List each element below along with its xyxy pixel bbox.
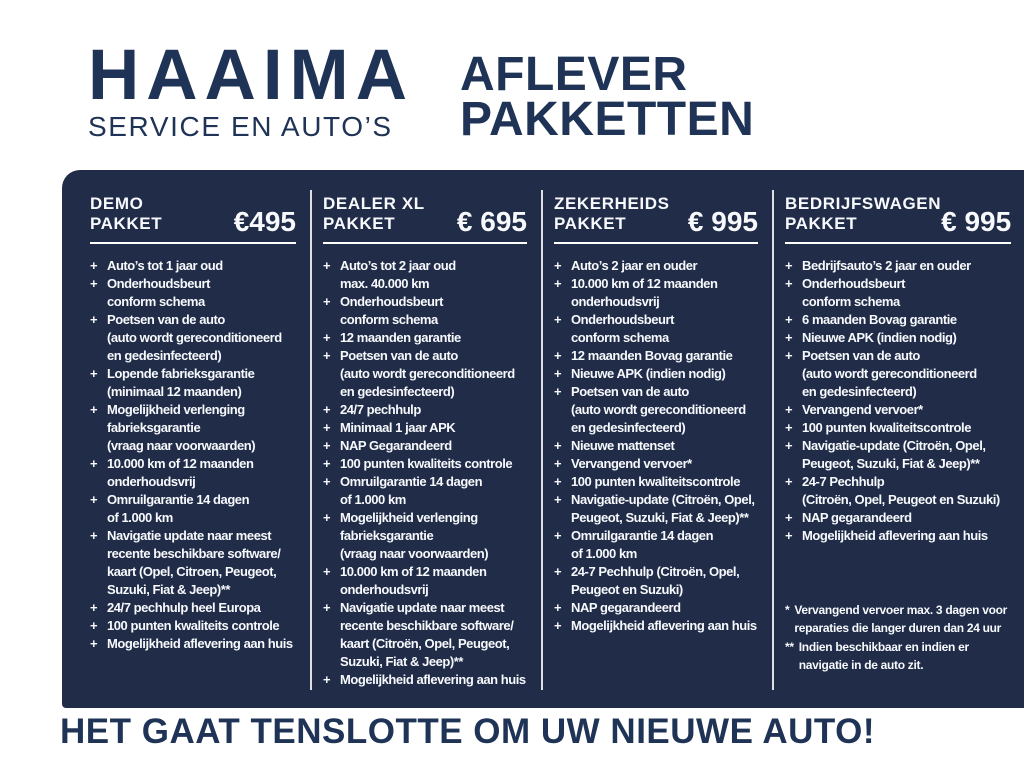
feature-text: Onderhoudsbeurt conform schema — [571, 312, 675, 345]
feature-text: Onderhoudsbeurt conform schema — [340, 294, 444, 327]
feature-list — [323, 257, 527, 689]
plus-icon: + — [323, 438, 331, 453]
feature-text: 12 maanden Bovag garantie — [571, 348, 733, 363]
feature-text: Nieuwe mattenset — [571, 438, 675, 453]
plus-icon: + — [785, 276, 793, 291]
feature-text: 24/7 pechhulp — [340, 402, 421, 417]
feature-list — [785, 257, 1011, 545]
plus-icon: + — [785, 330, 793, 345]
package-feature-item — [323, 473, 527, 509]
feature-text: NAP Gegarandeerd — [340, 438, 452, 453]
plus-icon: + — [554, 366, 562, 381]
footnote-text: Vervangend vervoer max. 3 dagen voor reparaties die langer duren dan 24 uur — [794, 603, 1008, 635]
plus-icon: + — [323, 294, 331, 309]
plus-icon: + — [323, 474, 331, 489]
plus-icon: + — [323, 348, 331, 363]
plus-icon: + — [785, 474, 793, 489]
footnote-text: Indien beschikbaar en indien er navigatie in de auto zit. — [798, 640, 969, 672]
plus-icon: + — [90, 492, 98, 507]
footnote — [785, 601, 1011, 637]
package-feature-item — [785, 473, 1011, 509]
package-feature-item — [554, 473, 758, 491]
package-feature-item — [90, 311, 296, 365]
package-feature-item — [323, 347, 527, 401]
title-underline — [90, 242, 296, 244]
feature-text: Mogelijkheid verlenging fabrieksgarantie (vraag naar voorwaarden) — [340, 510, 489, 561]
plus-icon: + — [90, 456, 98, 471]
plus-icon: + — [554, 564, 562, 579]
package-column — [62, 170, 310, 708]
plus-icon: + — [785, 258, 793, 273]
packages-panel — [62, 170, 1024, 708]
feature-text: Onderhoudsbeurt conform schema — [802, 276, 906, 309]
plus-icon: + — [554, 600, 562, 615]
package-feature-item — [554, 617, 758, 635]
plus-icon: + — [323, 456, 331, 471]
plus-icon: + — [785, 528, 793, 543]
feature-text: Auto’s tot 1 jaar oud — [107, 258, 223, 273]
package-header — [785, 194, 1012, 237]
package-header — [323, 194, 527, 237]
package-feature-item — [785, 257, 1011, 275]
plus-icon: + — [554, 276, 562, 291]
logo-name: HAAIMA — [88, 36, 414, 115]
plus-icon: + — [323, 420, 331, 435]
plus-icon: + — [90, 276, 98, 291]
plus-icon: + — [785, 348, 793, 363]
package-feature-item — [554, 347, 758, 365]
plus-icon: + — [785, 420, 793, 435]
feature-text: Mogelijkheid aflevering aan huis — [571, 618, 757, 633]
plus-icon: + — [90, 312, 98, 327]
footnotes — [785, 601, 1011, 674]
plus-icon: + — [323, 600, 331, 615]
feature-text: NAP gegarandeerd — [802, 510, 912, 525]
feature-text: Poetsen van de auto (auto wordt gereconditioneerd en gedesinfecteerd) — [107, 312, 282, 363]
plus-icon: + — [554, 492, 562, 507]
feature-text: Poetsen van de auto (auto wordt gereconditioneerd en gedesinfecteerd) — [802, 348, 977, 399]
package-feature-item — [554, 311, 758, 347]
feature-text: Auto’s tot 2 jaar oud max. 40.000 km — [340, 258, 456, 291]
package-feature-item — [323, 257, 527, 293]
footnote-marker: ** — [785, 640, 794, 654]
package-price: €495 — [233, 206, 296, 237]
package-feature-item — [90, 275, 296, 311]
plus-icon: + — [90, 618, 98, 633]
package-feature-item — [785, 509, 1011, 527]
package-feature-item — [323, 455, 527, 473]
package-price: € 995 — [941, 206, 1012, 237]
feature-text: Nieuwe APK (indien nodig) — [571, 366, 726, 381]
package-feature-item — [323, 563, 527, 599]
package-feature-item — [554, 563, 758, 599]
package-feature-item — [554, 383, 758, 437]
feature-list — [554, 257, 758, 635]
package-title: DEALER XL PAKKET — [323, 194, 425, 233]
package-feature-item — [323, 437, 527, 455]
package-feature-item — [323, 599, 527, 671]
plus-icon: + — [554, 456, 562, 471]
package-header — [554, 194, 758, 237]
package-feature-item — [90, 617, 296, 635]
plus-icon: + — [323, 672, 331, 687]
feature-text: Omruilgarantie 14 dagen of 1.000 km — [107, 492, 250, 525]
feature-text: Mogelijkheid aflevering aan huis — [340, 672, 526, 687]
package-feature-item — [90, 257, 296, 275]
package-feature-item — [554, 257, 758, 275]
feature-text: 100 punten kwaliteits controle — [107, 618, 280, 633]
title-underline — [323, 242, 527, 244]
footnote-marker: * — [785, 603, 790, 617]
package-feature-item — [554, 437, 758, 455]
feature-text: 24-7 Pechhulp (Citroën, Opel, Peugeot en Suzuki) — [571, 564, 740, 597]
plus-icon: + — [554, 438, 562, 453]
package-feature-item — [785, 401, 1011, 419]
closing-tagline: HET GAAT TENSLOTTE OM UW NIEUWE AUTO! — [60, 712, 876, 751]
feature-text: Poetsen van de auto (auto wordt gereconditioneerd en gedesinfecteerd) — [571, 384, 746, 435]
feature-text: Omruilgarantie 14 dagen of 1.000 km — [340, 474, 483, 507]
package-feature-item — [554, 491, 758, 527]
feature-text: 100 punten kwaliteits controle — [340, 456, 513, 471]
package-feature-item — [554, 455, 758, 473]
feature-text: 12 maanden garantie — [340, 330, 461, 345]
plus-icon: + — [90, 366, 98, 381]
feature-text: 100 punten kwaliteitscontrole — [802, 420, 971, 435]
package-feature-item — [323, 329, 527, 347]
package-column — [310, 170, 541, 708]
feature-text: Lopende fabrieksgarantie (minimaal 12 maanden) — [107, 366, 255, 399]
package-feature-item — [785, 437, 1011, 473]
plus-icon: + — [785, 312, 793, 327]
feature-text: 10.000 km of 12 maanden onderhoudsvrij — [340, 564, 487, 597]
package-feature-item — [90, 455, 296, 491]
package-feature-item — [90, 491, 296, 527]
package-feature-item — [323, 509, 527, 563]
plus-icon: + — [323, 510, 331, 525]
package-feature-item — [785, 347, 1011, 401]
package-feature-item — [554, 527, 758, 563]
package-feature-item — [90, 599, 296, 617]
package-feature-item — [90, 401, 296, 455]
plus-icon: + — [785, 402, 793, 417]
feature-text: Vervangend vervoer* — [571, 456, 692, 471]
feature-text: Nieuwe APK (indien nodig) — [802, 330, 957, 345]
feature-text: Mogelijkheid aflevering aan huis — [107, 636, 293, 651]
feature-text: 100 punten kwaliteitscontrole — [571, 474, 740, 489]
feature-text: Omruilgarantie 14 dagen of 1.000 km — [571, 528, 714, 561]
package-feature-item — [785, 275, 1011, 311]
page-title — [460, 48, 755, 146]
plus-icon: + — [323, 330, 331, 345]
package-title: DEMO PAKKET — [90, 194, 163, 233]
plus-icon: + — [785, 438, 793, 453]
package-feature-item — [90, 527, 296, 599]
feature-text: 10.000 km of 12 maanden onderhoudsvrij — [107, 456, 254, 489]
package-feature-item — [323, 293, 527, 329]
feature-text: Navigatie-update (Citroën, Opel, Peugeot, Suzuki, Fiat & Jeep)** — [802, 438, 986, 471]
title-underline — [554, 242, 758, 244]
feature-text: Minimaal 1 jaar APK — [340, 420, 456, 435]
feature-text: Onderhoudsbeurt conform schema — [107, 276, 211, 309]
package-feature-item — [785, 311, 1011, 329]
feature-text: 10.000 km of 12 maanden onderhoudsvrij — [571, 276, 718, 309]
package-feature-item — [554, 275, 758, 311]
package-feature-item — [554, 365, 758, 383]
feature-text: Navigatie update naar meest recente beschikbare software/ kaart (Opel, Citroen, Peugeot, Suzuki, Fiat & Jeep)** — [107, 528, 281, 597]
package-feature-item — [323, 419, 527, 437]
package-title: BEDRIJFSWAGEN PAKKET — [785, 194, 942, 233]
plus-icon: + — [323, 402, 331, 417]
package-feature-item — [323, 671, 527, 689]
plus-icon: + — [554, 312, 562, 327]
feature-list — [90, 257, 296, 653]
package-feature-item — [785, 329, 1011, 347]
feature-text: 24-7 Pechhulp (Citroën, Opel, Peugeot en Suzuki) — [802, 474, 1000, 507]
plus-icon: + — [90, 600, 98, 615]
feature-text: Bedrijfsauto’s 2 jaar en ouder — [802, 258, 971, 273]
dealer-logo — [88, 36, 414, 143]
package-feature-item — [323, 401, 527, 419]
page-title-line2: PAKKETTEN — [460, 93, 755, 146]
plus-icon: + — [554, 348, 562, 363]
package-title: ZEKERHEIDS PAKKET — [554, 194, 670, 233]
package-feature-item — [785, 419, 1011, 437]
footnote — [785, 638, 1011, 674]
plus-icon: + — [554, 384, 562, 399]
plus-icon: + — [90, 258, 98, 273]
feature-text: NAP gegarandeerd — [571, 600, 681, 615]
plus-icon: + — [90, 636, 98, 651]
plus-icon: + — [785, 510, 793, 525]
feature-text: 24/7 pechhulp heel Europa — [107, 600, 261, 615]
plus-icon: + — [554, 528, 562, 543]
page-title-line1: AFLEVER — [460, 48, 688, 101]
feature-text: Mogelijkheid verlenging fabrieksgarantie (vraag naar voorwaarden) — [107, 402, 256, 453]
package-header — [90, 194, 296, 237]
package-feature-item — [90, 635, 296, 653]
plus-icon: + — [90, 402, 98, 417]
plus-icon: + — [554, 258, 562, 273]
package-feature-item — [554, 599, 758, 617]
package-price: € 695 — [456, 206, 527, 237]
package-feature-item — [90, 365, 296, 401]
plus-icon: + — [323, 564, 331, 579]
feature-text: Mogelijkheid aflevering aan huis — [802, 528, 988, 543]
feature-text: Navigatie update naar meest recente beschikbare software/ kaart (Citroën, Opel, Peugeot, Suzuki, Fiat & Jeep)** — [340, 600, 514, 669]
logo-tagline: SERVICE EN AUTO’S — [88, 111, 393, 142]
feature-text: 6 maanden Bovag garantie — [802, 312, 957, 327]
feature-text: Auto’s 2 jaar en ouder — [571, 258, 698, 273]
plus-icon: + — [90, 528, 98, 543]
package-feature-item — [785, 527, 1011, 545]
package-column — [541, 170, 772, 708]
plus-icon: + — [554, 474, 562, 489]
plus-icon: + — [323, 258, 331, 273]
feature-text: Poetsen van de auto (auto wordt gereconditioneerd en gedesinfecteerd) — [340, 348, 515, 399]
feature-text: Vervangend vervoer* — [802, 402, 923, 417]
plus-icon: + — [554, 618, 562, 633]
feature-text: Navigatie-update (Citroën, Opel, Peugeot, Suzuki, Fiat & Jeep)** — [571, 492, 755, 525]
package-price: € 995 — [687, 206, 758, 237]
package-column — [772, 170, 1024, 708]
title-underline — [785, 242, 1011, 244]
